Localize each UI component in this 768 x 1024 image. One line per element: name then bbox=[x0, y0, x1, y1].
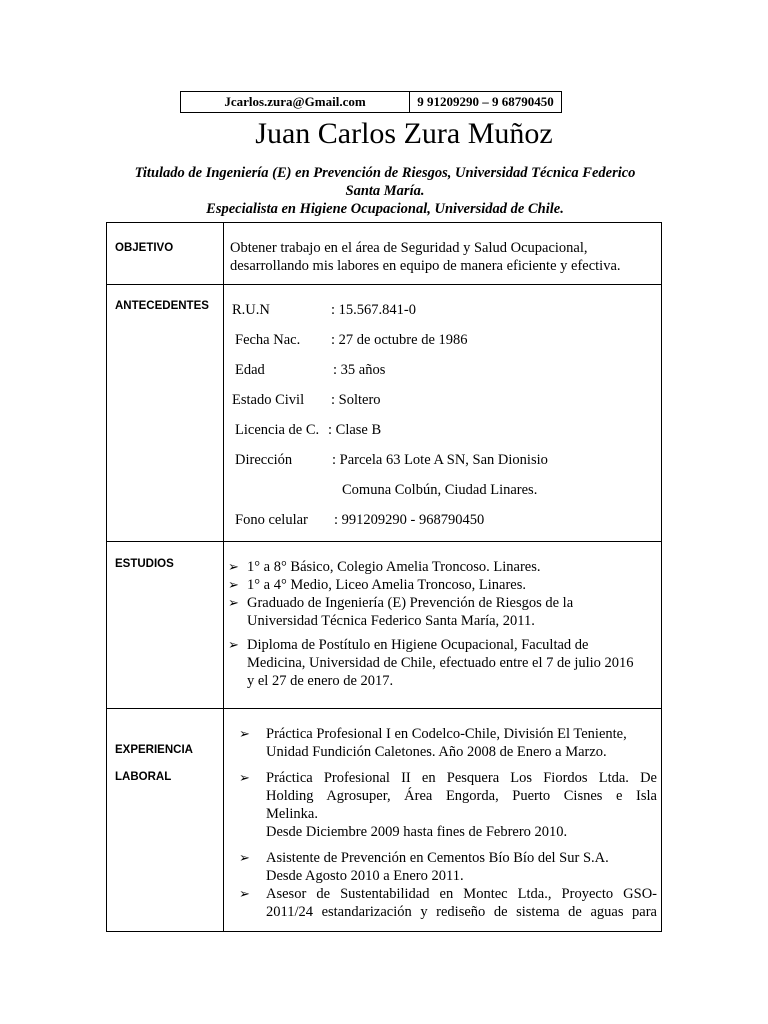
list-item bbox=[239, 849, 657, 885]
field-value: : 35 años bbox=[333, 362, 386, 378]
list-item bbox=[228, 576, 657, 594]
content-cell bbox=[224, 223, 662, 285]
item-line: Universidad Técnica Federico Santa María, 2011. bbox=[247, 613, 535, 629]
content-cell bbox=[224, 542, 662, 709]
list-item bbox=[239, 769, 657, 841]
field-value: Comuna Colbún, Ciudad Linares. bbox=[342, 482, 538, 498]
field-key: Estado Civil bbox=[232, 392, 305, 408]
arrowhead-bullet-icon: ➢ bbox=[239, 770, 250, 785]
field-value: : Parcela 63 Lote A SN, San Dionisio bbox=[332, 452, 548, 468]
field-value: : 27 de octubre de 1986 bbox=[331, 332, 468, 348]
field-key: R.U.N bbox=[232, 302, 270, 318]
item-line: Diploma de Postítulo en Higiene Ocupacional, Facultad de bbox=[247, 637, 589, 653]
section-label-estudios: ESTUDIOS bbox=[115, 558, 174, 570]
field-license bbox=[224, 421, 661, 451]
item-line: 1° a 8° Básico, Colegio Amelia Troncoso. Linares. bbox=[247, 559, 541, 575]
arrowhead-bullet-icon: ➢ bbox=[239, 726, 250, 741]
item-line: Medicina, Universidad de Chile, efectuado entre el 7 de julio 2016 bbox=[247, 655, 634, 671]
item-line: 1° a 4° Medio, Liceo Amelia Troncoso, Linares. bbox=[247, 577, 526, 593]
field-birthdate bbox=[224, 331, 661, 361]
objetivo-text bbox=[224, 223, 661, 275]
list-item bbox=[228, 594, 657, 630]
field-key: Edad bbox=[235, 362, 265, 378]
arrowhead-bullet-icon: ➢ bbox=[228, 577, 239, 592]
list-item bbox=[228, 558, 657, 576]
subtitle-line: Santa María. bbox=[345, 183, 425, 199]
field-phone bbox=[224, 511, 661, 541]
field-key: Fecha Nac. bbox=[235, 332, 301, 348]
section-label-antecedentes: ANTECEDENTES bbox=[115, 300, 209, 312]
contact-box bbox=[180, 91, 562, 113]
item-line: Desde Agosto 2010 a Enero 2011. bbox=[266, 868, 464, 884]
field-age bbox=[224, 361, 661, 391]
subtitle-line: Especialista en Higiene Ocupacional, Universidad de Chile. bbox=[206, 201, 564, 217]
item-line: Desde Diciembre 2009 hasta fines de Febrero 2010. bbox=[266, 824, 568, 840]
field-key: Dirección bbox=[235, 452, 293, 468]
section-label-experiencia: EXPERIENCIA bbox=[115, 744, 193, 756]
field-value: : 991209290 - 968790450 bbox=[334, 512, 485, 528]
field-civil-status bbox=[224, 391, 661, 421]
arrowhead-bullet-icon: ➢ bbox=[228, 595, 239, 610]
experience-list bbox=[224, 709, 661, 921]
field-value: : 15.567.841-0 bbox=[331, 302, 416, 318]
arrowhead-bullet-icon: ➢ bbox=[239, 886, 250, 901]
item-line: Melinka. bbox=[266, 806, 318, 822]
field-run bbox=[224, 301, 661, 331]
item-line: Asesor de Sustentabilidad en Montec Ltda., Proyecto GSO- bbox=[266, 886, 657, 902]
item-line: Holding Agrosuper, Área Engorda, Puerto Cisnes e Isla bbox=[266, 788, 657, 804]
field-key: Licencia de C. bbox=[235, 422, 320, 438]
antecedentes-row bbox=[107, 285, 662, 542]
objetivo-row bbox=[107, 223, 662, 285]
field-address bbox=[224, 451, 661, 481]
item-line: Práctica Profesional II en Pesquera Los Fiordos Ltda. De bbox=[266, 770, 657, 786]
arrowhead-bullet-icon: ➢ bbox=[228, 559, 239, 574]
section-label-laboral: LABORAL bbox=[115, 771, 172, 783]
estudios-row bbox=[107, 542, 662, 709]
content-cell bbox=[224, 285, 662, 542]
label-cell bbox=[107, 709, 224, 932]
label-cell bbox=[107, 285, 224, 542]
studies-list bbox=[224, 542, 661, 690]
list-item bbox=[239, 725, 657, 761]
label-cell bbox=[107, 223, 224, 285]
professional-title bbox=[115, 164, 655, 218]
list-item bbox=[239, 885, 657, 921]
item-line: Asistente de Prevención en Cementos Bío Bío del Sur S.A. bbox=[266, 850, 609, 866]
label-cell bbox=[107, 542, 224, 709]
email: Jcarlos.zura@Gmail.com bbox=[181, 92, 410, 112]
content-cell bbox=[224, 709, 662, 932]
cv-table bbox=[106, 222, 662, 932]
phone-numbers: 9 91209290 – 9 68790450 bbox=[417, 94, 554, 109]
item-line: Práctica Profesional I en Codelco-Chile, División El Teniente, bbox=[266, 726, 627, 742]
section-label-objetivo: OBJETIVO bbox=[115, 242, 174, 254]
full-name: Juan Carlos Zura Muñoz bbox=[255, 117, 553, 150]
experiencia-row bbox=[107, 709, 662, 932]
field-value: : Soltero bbox=[331, 392, 381, 408]
item-line: y el 27 de enero de 2017. bbox=[247, 673, 394, 689]
arrowhead-bullet-icon: ➢ bbox=[228, 637, 239, 652]
field-key: Fono celular bbox=[235, 512, 308, 528]
subtitle-line: Titulado de Ingeniería (E) en Prevención de Riesgos, Universidad Técnica Federico bbox=[134, 165, 636, 181]
text-line: desarrollando mis labores en equipo de manera eficiente y efectiva. bbox=[230, 258, 621, 274]
list-item bbox=[228, 636, 657, 690]
item-line: Graduado de Ingeniería (E) Prevención de Riesgos de la bbox=[247, 595, 574, 611]
field-address-cont bbox=[224, 481, 661, 511]
arrowhead-bullet-icon: ➢ bbox=[239, 850, 250, 865]
field-value: : Clase B bbox=[328, 422, 382, 438]
personal-data bbox=[224, 285, 661, 541]
item-line: Unidad Fundición Caletones. Año 2008 de Enero a Marzo. bbox=[266, 744, 607, 760]
text-line: Obtener trabajo en el área de Seguridad y Salud Ocupacional, bbox=[230, 240, 588, 256]
item-line: 2011/24 estandarización y rediseño de sistema de aguas para bbox=[266, 904, 657, 920]
